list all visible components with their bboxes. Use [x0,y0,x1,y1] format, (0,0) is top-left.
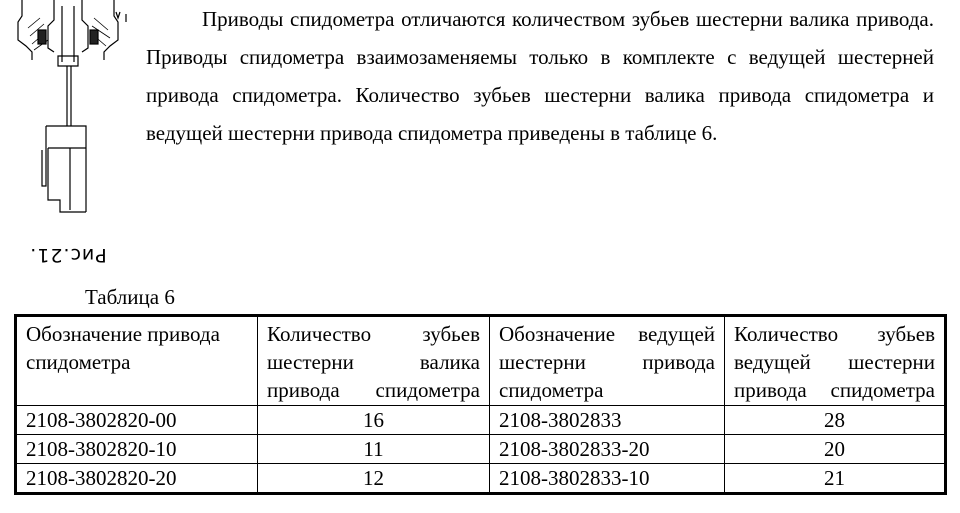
cell-driving-gear-teeth: 28 [725,406,946,435]
speedometer-drive-drawing [14,0,134,278]
body-paragraph: Приводы спидометра отличаются количеством зубьев шестерни валика привода. Приводы спидометра взаимозаменяемы только в комплекте с ведущей шестерней привода спидометра. Количество зубьев шестерни валика привода спидометра и ведущей шестерни привода спидометра приведены в таблице 6. [146,7,934,145]
table-row [16,435,946,464]
figure-label: Рис.21. [29,244,107,266]
cell-driving-gear-designation: 2108-3802833 [490,406,725,435]
table-header-row [16,316,946,406]
table-caption: Таблица 6 [85,285,175,309]
table-row [16,464,946,494]
header-driving-gear-designation: Обозначение ведущей шестерни привода спидометра [490,316,725,406]
cell-driving-gear-teeth: 20 [725,435,946,464]
header-driving-gear-teeth: Количество зубьев ведущей шестерни привода спидометра [725,316,946,406]
table-row [16,406,946,435]
cell-shaft-gear-teeth: 11 [258,435,490,464]
cell-driving-gear-teeth: 21 [725,464,946,494]
cell-drive-designation: 2108-3802820-20 [16,464,258,494]
cell-shaft-gear-teeth: 16 [258,406,490,435]
cell-drive-designation: 2108-3802820-10 [16,435,258,464]
cell-shaft-gear-teeth: 12 [258,464,490,494]
header-shaft-gear-teeth: Количество зубьев шестерни валика привода спидометра [258,316,490,406]
cell-driving-gear-designation: 2108-3802833-10 [490,464,725,494]
cell-drive-designation: 2108-3802820-00 [16,406,258,435]
header-drive-designation: Обозначение привода спидометра [16,316,258,406]
gear-teeth-table [14,314,947,495]
cell-driving-gear-designation: 2108-3802833-20 [490,435,725,464]
